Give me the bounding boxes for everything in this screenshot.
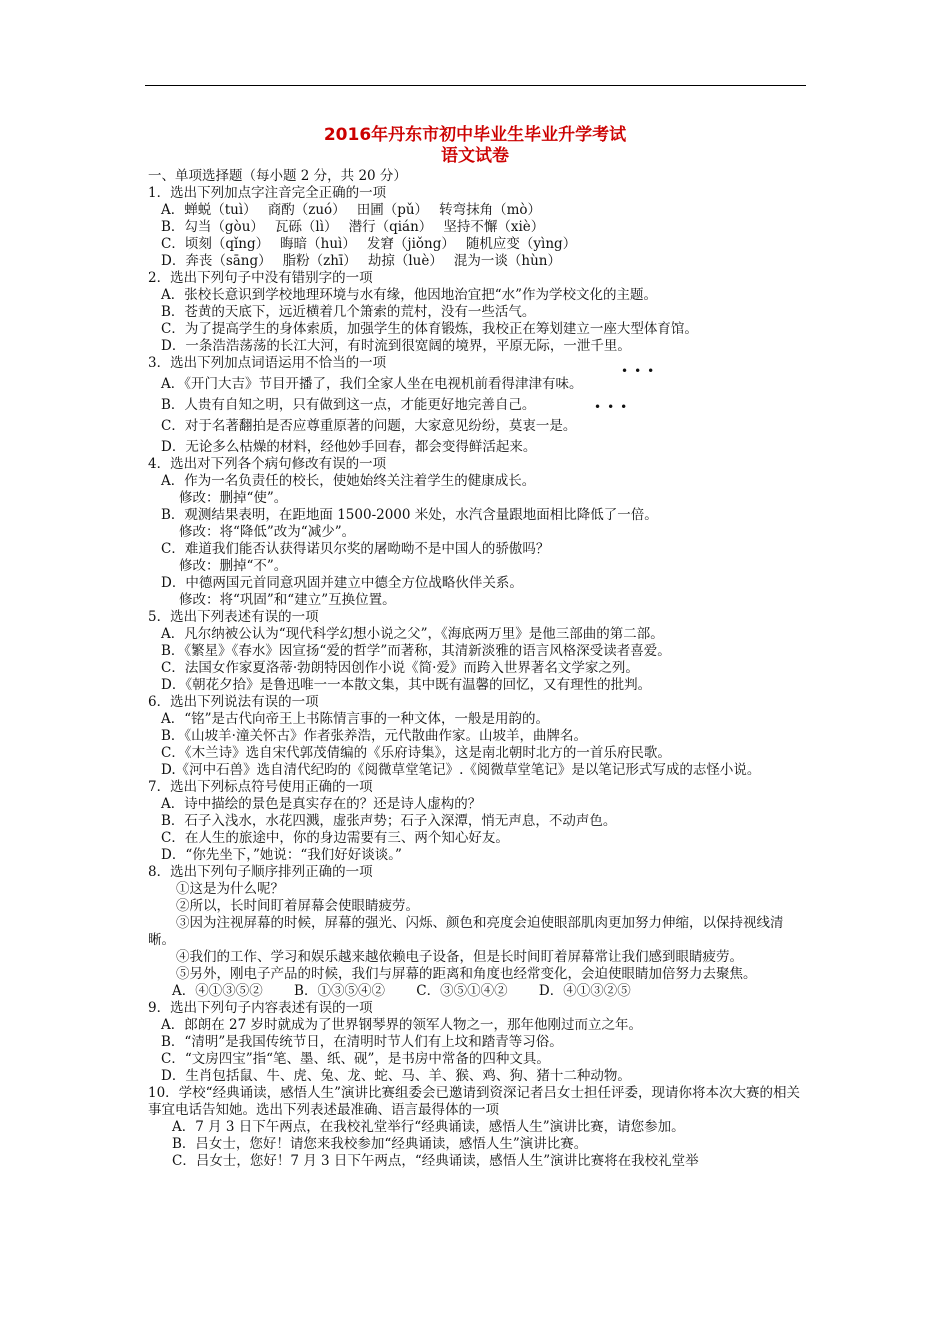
question-10-stem: 10．学校“经典诵读，感悟人生”演讲比赛组委会已邀请到资深记者吕女士担任评委，现请你将本次大赛的相关事宜电话告知她。选出下列表述最准确、语言最得体的一项 <box>148 1085 800 1118</box>
q2-option-a: A．张校长意识到学校地理环境与水有缘，他因地治宜把“水”作为学校文化的主题。 <box>161 287 658 303</box>
q4-option-a: A．作为一名负责任的校长，使她始终关注着学生的健康成长。 <box>161 473 536 489</box>
q6-option-c: C．《木兰诗》选自宋代郭茂倩编的《乐府诗集》，这是南北朝时北方的一首乐府民歌。 <box>161 745 671 761</box>
q5-option-c: C．法国女作家夏洛蒂·勃朗特因创作小说《简·爱》而跨入世界著名文学家之列。 <box>161 660 639 676</box>
q10-option-b: B．吕女士，您好！请您来我校参加“经典诵读，感悟人生”演讲比赛。 <box>172 1136 588 1152</box>
q10-option-c: C．吕女士，您好！7 月 3 日下午两点，“经典诵读，感悟人生”演讲比赛将在我校礼堂举 <box>172 1153 699 1169</box>
q6-option-a: A．“铭”是古代向帝王上书陈情言事的一种文体，一般是用韵的。 <box>161 711 550 727</box>
question-8-stem: 8．选出下列句子顺序排列正确的一项 <box>148 864 373 880</box>
q6-option-d: D.《河中石兽》选自清代纪昀的《阅微草堂笔记》.《阅微草堂笔记》是以笔记形式写成的志怪小说。 <box>161 762 761 778</box>
q8-sentence-3: ③因为注视屏幕的时候，屏幕的强光、闪烁、颜色和亮度会迫使眼部肌肉更加努力伸缩，以保持视线清晰。 <box>148 915 784 948</box>
q1-option-d: D．奔丧（sāng） 脂粉（zhī） 劫掠（luè） 混为一谈（hùn） <box>161 253 561 269</box>
q9-option-b: B．“清明”是我国传统节日，在清明时节人们有上坟和踏青等习俗。 <box>161 1034 563 1050</box>
q5-option-a: A．凡尔纳被公认为“现代科学幻想小说之父”，《海底两万里》是他三部曲的第二部。 <box>161 626 664 642</box>
q8-sentence-1: ①这是为什么呢？ <box>176 881 284 897</box>
q4-option-c: C．难道我们能否认获得诺贝尔奖的屠呦呦不是中国人的骄傲吗？ <box>161 541 550 557</box>
q6-option-b: B．《山坡羊·潼关怀古》作者张养浩，元代散曲作家。山坡羊，曲牌名。 <box>161 728 587 744</box>
q8-sentence-2: ②所以，长时间盯着屏幕会使眼睛疲劳。 <box>176 898 419 914</box>
q7-option-b: B．石子入浅水，水花四溅，虚张声势；石子入深潭，悄无声息，不动声色。 <box>161 813 617 829</box>
question-3-stem: 3．选出下列加点词语运用不恰当的一项 <box>148 355 387 371</box>
question-9-stem: 9．选出下列句子内容表述有误的一项 <box>148 1000 373 1016</box>
q8-sentence-4: ④我们的工作、学习和娱乐越来越依赖电子设备，但是长时间盯着屏幕常让我们感到眼睛疲劳。 <box>176 949 743 965</box>
question-7-stem: 7．选出下列标点符号使用正确的一项 <box>148 779 373 795</box>
exam-content <box>148 168 808 1170</box>
emphasis-dots-q3a: ••• <box>621 364 661 378</box>
question-1-stem: 1．选出下列加点字注音完全正确的一项 <box>148 185 387 201</box>
q3-option-c: C．对于名著翻拍是否应尊重原著的问题，大家意见纷纷，莫衷一是。 <box>161 418 577 434</box>
q3-option-d: D．无论多么枯燥的材料，经他妙手回春，都会变得鲜活起来。 <box>161 439 537 455</box>
q1-option-c: C．顷刻（qǐng） 晦暗（huì） 发窘（jiǒng） 随机应变（yìng） <box>161 236 577 252</box>
emphasis-dots-q3b: ••• <box>594 400 634 414</box>
q2-option-d: D．一条浩浩荡荡的长江大河，有时流到很宽阔的境界，平原无际，一泄千里。 <box>161 338 631 354</box>
question-5-stem: 5．选出下列表述有误的一项 <box>148 609 319 625</box>
q4-fix-d: 修改：将“巩固”和“建立”互换位置。 <box>179 592 396 608</box>
section-heading: 一、单项选择题（每小题 2 分，共 20 分） <box>148 168 407 184</box>
q4-fix-b: 修改：将“降低”改为“减少”。 <box>179 524 356 540</box>
q5-option-b: B．《繁星》《春水》因宣扬“爱的哲学”而著称，其清新淡雅的语言风格深受读者喜爱。 <box>161 643 671 659</box>
q9-option-a: A．郎朗在 27 岁时就成为了世界钢琴界的领军人物之一，那年他刚过而立之年。 <box>161 1017 643 1033</box>
q8-sentence-5: ⑤另外，刚电子产品的时候，我们与屏幕的距离和角度也经常变化，会迫使眼睛加倍努力去聚焦。 <box>176 966 757 982</box>
q4-fix-c: 修改：删掉“不”。 <box>179 558 288 574</box>
exam-title: 2016年丹东市初中毕业生毕业升学考试 <box>323 125 627 145</box>
q4-option-b: B．观测结果表明，在距地面 1500-2000 米处，水汽含量跟地面相比降低了一倍。 <box>161 507 658 523</box>
q8-options: A．④①③⑤② B．①③⑤④② C．③⑤①④② D．④①③②⑤ <box>172 983 631 999</box>
exam-subtitle: 语文试卷 <box>441 146 509 166</box>
q7-option-d: D．“你先坐下，”她说：“我们好好谈谈。” <box>161 847 402 863</box>
q3-option-b: B．人贵有自知之明，只有做到这一点，才能更好地完善自己。 <box>161 397 536 413</box>
q9-option-c: C．“文房四宝”指“笔、墨、纸、砚”，是书房中常备的四种文具。 <box>161 1051 550 1067</box>
question-4-stem: 4．选出对下列各个病句修改有误的一项 <box>148 456 387 472</box>
question-2-stem: 2．选出下列句子中没有错别字的一项 <box>148 270 373 286</box>
q1-option-a: A．蝉蜕（tuì） 商酌（zuó） 田圃（pǔ） 转弯抹角（mò） <box>161 202 542 218</box>
header-rule <box>145 85 806 86</box>
q7-option-a: A．诗中描绘的景色是真实存在的？还是诗人虚构的？ <box>161 796 482 812</box>
q3-option-a: A．《开门大吉》节目开播了，我们全家人坐在电视机前看得津津有味。 <box>161 376 583 392</box>
q5-option-d: D．《朝花夕拾》是鲁迅唯一一本散文集，其中既有温馨的回忆，又有理性的批判。 <box>161 677 652 693</box>
q10-option-a: A．7 月 3 日下午两点，在我校礼堂举行“经典诵读，感悟人生”演讲比赛，请您参加。 <box>172 1119 685 1135</box>
q2-option-c: C．为了提高学生的身体索质，加强学生的体育锻炼，我校正在筹划建立一座大型体育馆。 <box>161 321 698 337</box>
q9-option-d: D．生肖包括鼠、牛、虎、兔、龙、蛇、马、羊、猴、鸡、狗、猪十二种动物。 <box>161 1068 631 1084</box>
q1-option-b: B．勾当（gòu） 瓦砾（lì） 潜行（qián） 坚持不懈（xiè） <box>161 219 545 235</box>
question-6-stem: 6．选出下列说法有误的一项 <box>148 694 319 710</box>
q4-fix-a: 修改：删掉“使”。 <box>179 490 288 506</box>
q7-option-c: C．在人生的旅途中，你的身边需要有三、两个知心好友。 <box>161 830 509 846</box>
q2-option-b: B．苍黄的天底下，远近横着几个箫索的荒村，没有一些活气。 <box>161 304 536 320</box>
q4-option-d: D．中德两国元首同意巩固并建立中德全方位战略伙伴关系。 <box>161 575 523 591</box>
